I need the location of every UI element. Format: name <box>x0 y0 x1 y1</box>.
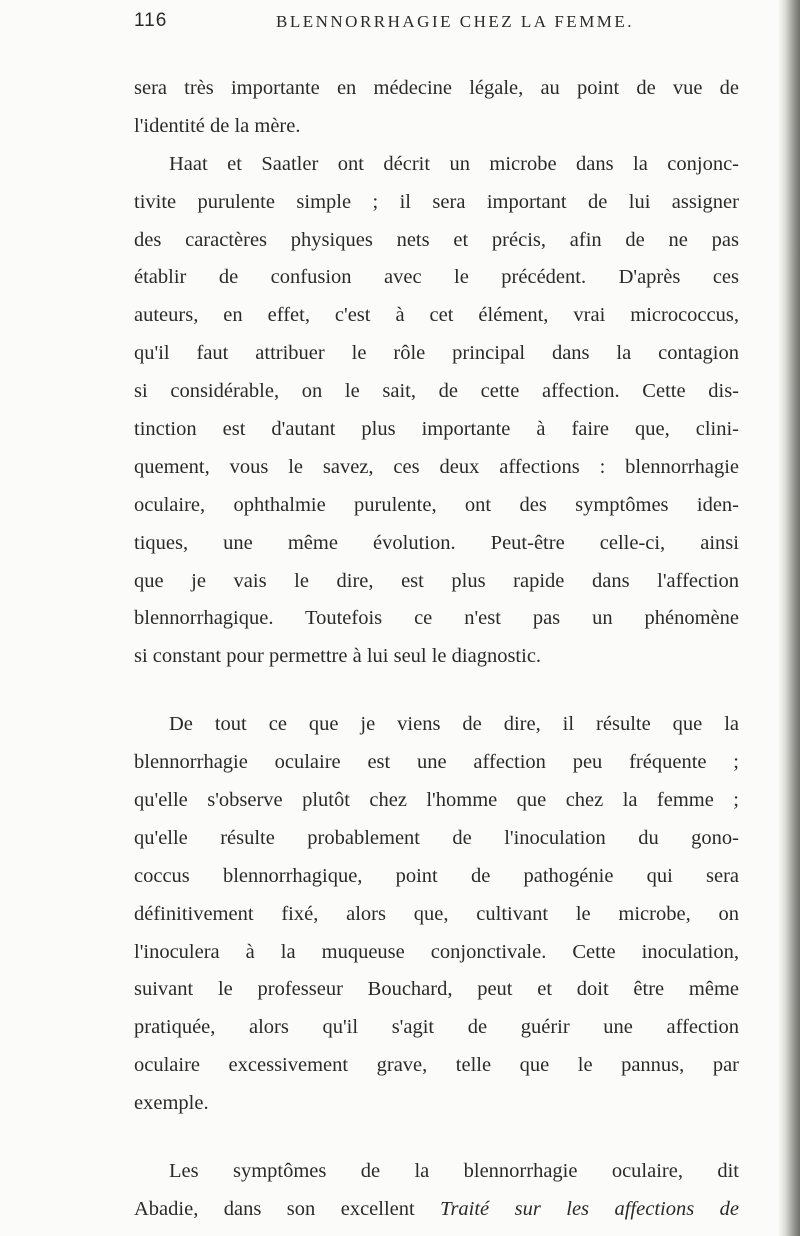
text-run: Abadie, dans son excellent <box>134 1197 441 1220</box>
text-line: oculaire excessivement grave, telle que le pannus, par <box>134 1054 739 1077</box>
text-line: pratiquée, alors qu'il s'agit de guérir une affection <box>134 1016 739 1039</box>
text-line: auteurs, en effet, c'est à cet élément, vrai micrococcus, <box>134 304 739 327</box>
text-line: exemple. <box>134 1092 209 1115</box>
paragraph-gap <box>134 676 739 706</box>
paragraph-3 <box>134 706 739 1123</box>
text-line: sera très importante en médecine légale, au point de vue de <box>134 77 739 99</box>
text-line: oculaire, ophthalmie purulente, ont des symptômes iden- <box>134 493 739 516</box>
text-line: l'identité de la mère. <box>134 114 301 137</box>
text-line: blennorrhagie oculaire est une affection peu fréquente ; <box>134 751 739 774</box>
text-line: qu'il faut attribuer le rôle principal dans la contagion <box>134 342 739 365</box>
text-line: que je vais le dire, est plus rapide dans l'affection <box>134 569 739 592</box>
text-line: tinction est d'autant plus importante à faire que, clini- <box>134 418 739 441</box>
paragraph-1 <box>134 70 739 146</box>
text-line: tivite purulente simple ; il sera important de lui assigner <box>134 190 739 213</box>
text-line: Haat et Saatler ont décrit un microbe dans la conjonc- <box>169 152 739 175</box>
text-line: qu'elle résulte probablement de l'inoculation du gono- <box>134 826 739 849</box>
paragraph-gap <box>134 1123 739 1153</box>
page-number: 116 <box>134 10 168 31</box>
text-line: qu'elle s'observe plutôt chez l'homme que chez la femme ; <box>134 789 739 812</box>
text-line: tiques, une même évolution. Peut-être celle-ci, ainsi <box>134 531 739 554</box>
text-line: De tout ce que je viens de dire, il résulte que la <box>169 713 739 736</box>
text-line: si constant pour permettre à lui seul le diagnostic. <box>134 645 542 668</box>
text-line <box>134 1191 739 1229</box>
text-line: Les symptômes de la blennorrhagie oculaire, dit <box>169 1160 739 1183</box>
page-header <box>134 8 754 38</box>
page-edge-shadow <box>778 0 800 1236</box>
paragraph-4 <box>134 1153 739 1229</box>
text-line: blennorrhagique. Toutefois ce n'est pas un phénomène <box>134 607 739 630</box>
paragraph-2 <box>134 146 739 676</box>
body-text <box>134 70 739 1229</box>
running-head: BLENNORRHAGIE CHEZ LA FEMME. <box>276 12 635 31</box>
text-line: définitivement fixé, alors que, cultivant le microbe, on <box>134 902 739 925</box>
text-line: des caractères physiques nets et précis, afin de ne pas <box>134 228 739 251</box>
book-title-italic: Traité sur les affections de <box>440 1197 739 1220</box>
text-line: quement, vous le savez, ces deux affections : blennorrhagie <box>134 455 739 478</box>
text-line: si considérable, on le sait, de cette affection. Cette dis- <box>134 380 739 403</box>
text-line: coccus blennorrhagique, point de pathogénie qui sera <box>134 864 739 887</box>
text-line: suivant le professeur Bouchard, peut et doit être même <box>134 978 739 1001</box>
text-line: établir de confusion avec le précédent. D'après ces <box>134 266 739 289</box>
text-line: l'inoculera à la muqueuse conjonctivale. Cette inoculation, <box>134 940 739 963</box>
